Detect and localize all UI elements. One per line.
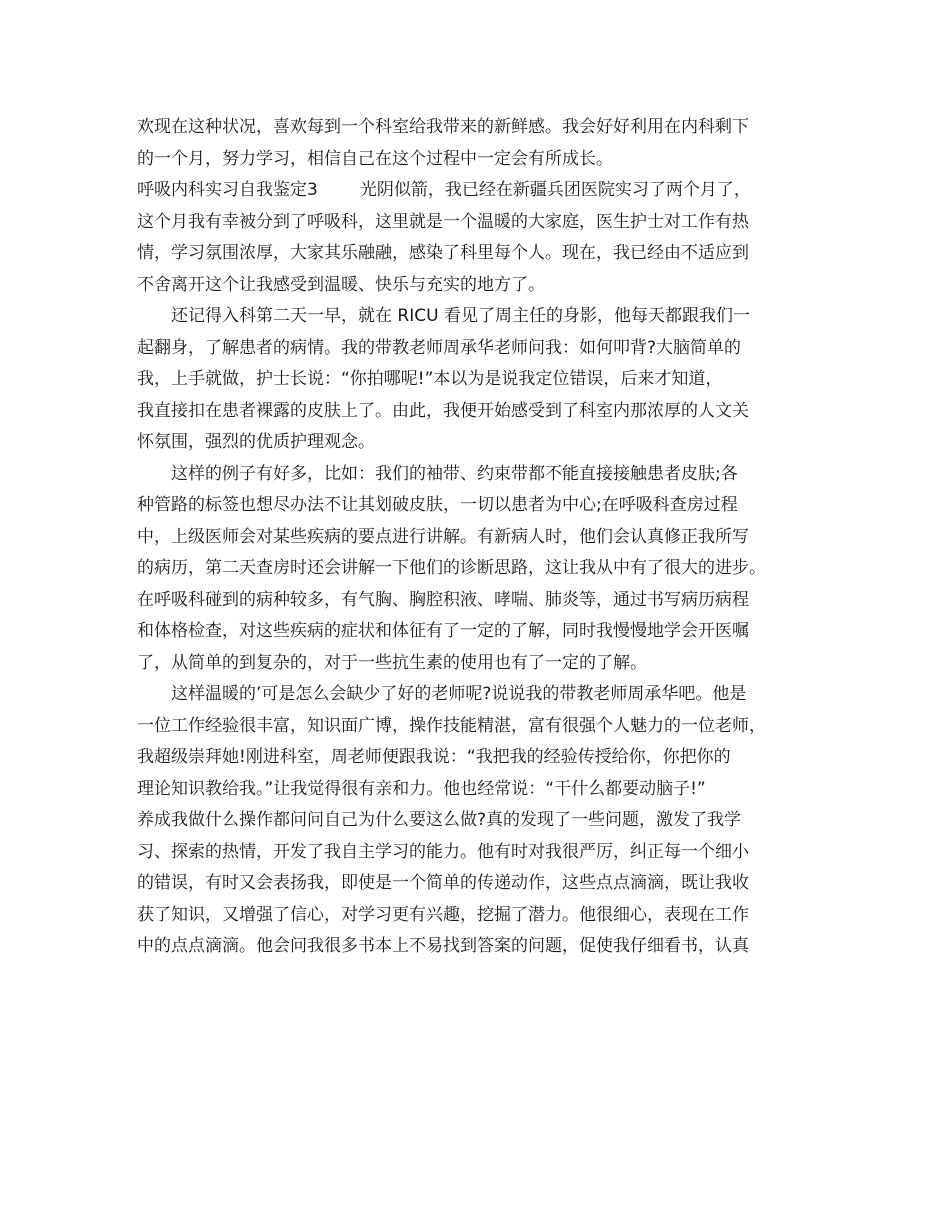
text-line: 起翻身，了解患者的病情。我的带教老师周承华老师问我：如何叩背?大脑简单的: [137, 337, 742, 358]
text-line: 了，从简单的到复杂的，对于一些抗生素的使用也有了一定的了解。: [137, 652, 647, 673]
paragraph-4: [137, 459, 827, 680]
text-line: 情，学习氛围浓厚，大家其乐融融，感染了科里每个人。现在，我已经由不适应到: [137, 243, 749, 263]
text-line: 光阴似箭，我已经在新疆兵团医院实习了两个月了，: [359, 180, 751, 200]
text-line: 在呼吸科碰到的病种较多，有气胸、胸腔积液、哮喘、肺炎等，通过书写病历病程: [137, 589, 749, 610]
text-line: 的一个月，努力学习，相信自己在这个过程中一定会有所成长。: [137, 148, 613, 169]
text-line: 这样的例子有好多，比如：我们的袖带、约束带都不能直接接触患者皮肤;各: [171, 463, 738, 484]
text-line: 欢现在这种状况，喜欢每到一个科室给我带来的新鲜感。我会好好利用在内科剩下: [137, 117, 749, 137]
paragraph-1: [137, 112, 827, 175]
text-line: 习、探索的热情，开发了我自主学习的能力。他有时对我很严厉，纠正每一个细小: [137, 841, 749, 862]
document-body: [137, 112, 827, 963]
text-line: 怀氛围，强烈的优质护理观念。: [137, 432, 375, 452]
text-line: 这个月我有幸被分到了呼吸科，这里就是一个温暖的大家庭，医生护士对工作有热: [137, 211, 749, 232]
paragraph-2: [137, 175, 827, 301]
text-line: 种管路的标签也想尽办法不让其划破皮肤，一切以患者为中心;在呼吸科查房过程: [137, 495, 738, 515]
text-line: 一位工作经验很丰富，知识面广博，操作技能精湛，富有很强个人魅力的一位老师，: [137, 715, 766, 736]
section-title: 呼吸内科实习自我鉴定3: [137, 180, 318, 200]
text-line: 理论知识教给我。”让我觉得很有亲和力。他也经常说：“干什么都要动脑子!”: [137, 778, 706, 799]
text-line: 的病历，第二天查房时还会讲解一下他们的诊断思路，这让我从中有了很大的进步。: [137, 558, 766, 578]
text-line: 养成我做什么操作都问问自己为什么要这么做?真的发现了一些问题，激发了我学: [137, 810, 742, 830]
section-heading-line: [137, 175, 827, 207]
text-line: 我超级崇拜她!刚进科室，周老师便跟我说：“我把我的经验传授给你，你把你的: [137, 747, 731, 767]
text-line: 不舍离开这个让我感受到温暖、快乐与充实的地方了。: [137, 274, 545, 295]
paragraph-5: [137, 679, 827, 963]
text-line: 的错误，有时又会表扬我，即使是一个简单的传递动作，这些点点滴滴，既让我收: [137, 873, 749, 893]
text-line: 我直接扣在患者裸露的皮肤上了。由此，我便开始感受到了科室内那浓厚的人文关: [137, 400, 749, 421]
text-line: 中的点点滴滴。他会问我很多书本上不易找到答案的问题，促使我仔细看书，认真: [137, 936, 749, 956]
text-line: 获了知识，又增强了信心，对学习更有兴趣，挖掘了潜力。他很细心，表现在工作: [137, 904, 749, 925]
text-line: 还记得入科第二天一早，就在 RICU 看见了周主任的身影，他每天都跟我们一: [171, 306, 750, 326]
text-line: 我，上手就做，护士长说：“你拍哪呢!”本以为是说我定位错误，后来才知道，: [137, 369, 723, 389]
text-line: 这样温暖的’可是怎么会缺少了好的老师呢?说说我的带教老师周承华吧。他是: [171, 684, 747, 704]
text-line: 中，上级医师会对某些疾病的要点进行讲解。有新病人时，他们会认真修正我所写: [137, 526, 749, 547]
text-line: 和体格检查，对这些疾病的症状和体征有了一定的了解，同时我慢慢地学会开医嘱: [137, 621, 749, 641]
paragraph-3: [137, 301, 827, 459]
